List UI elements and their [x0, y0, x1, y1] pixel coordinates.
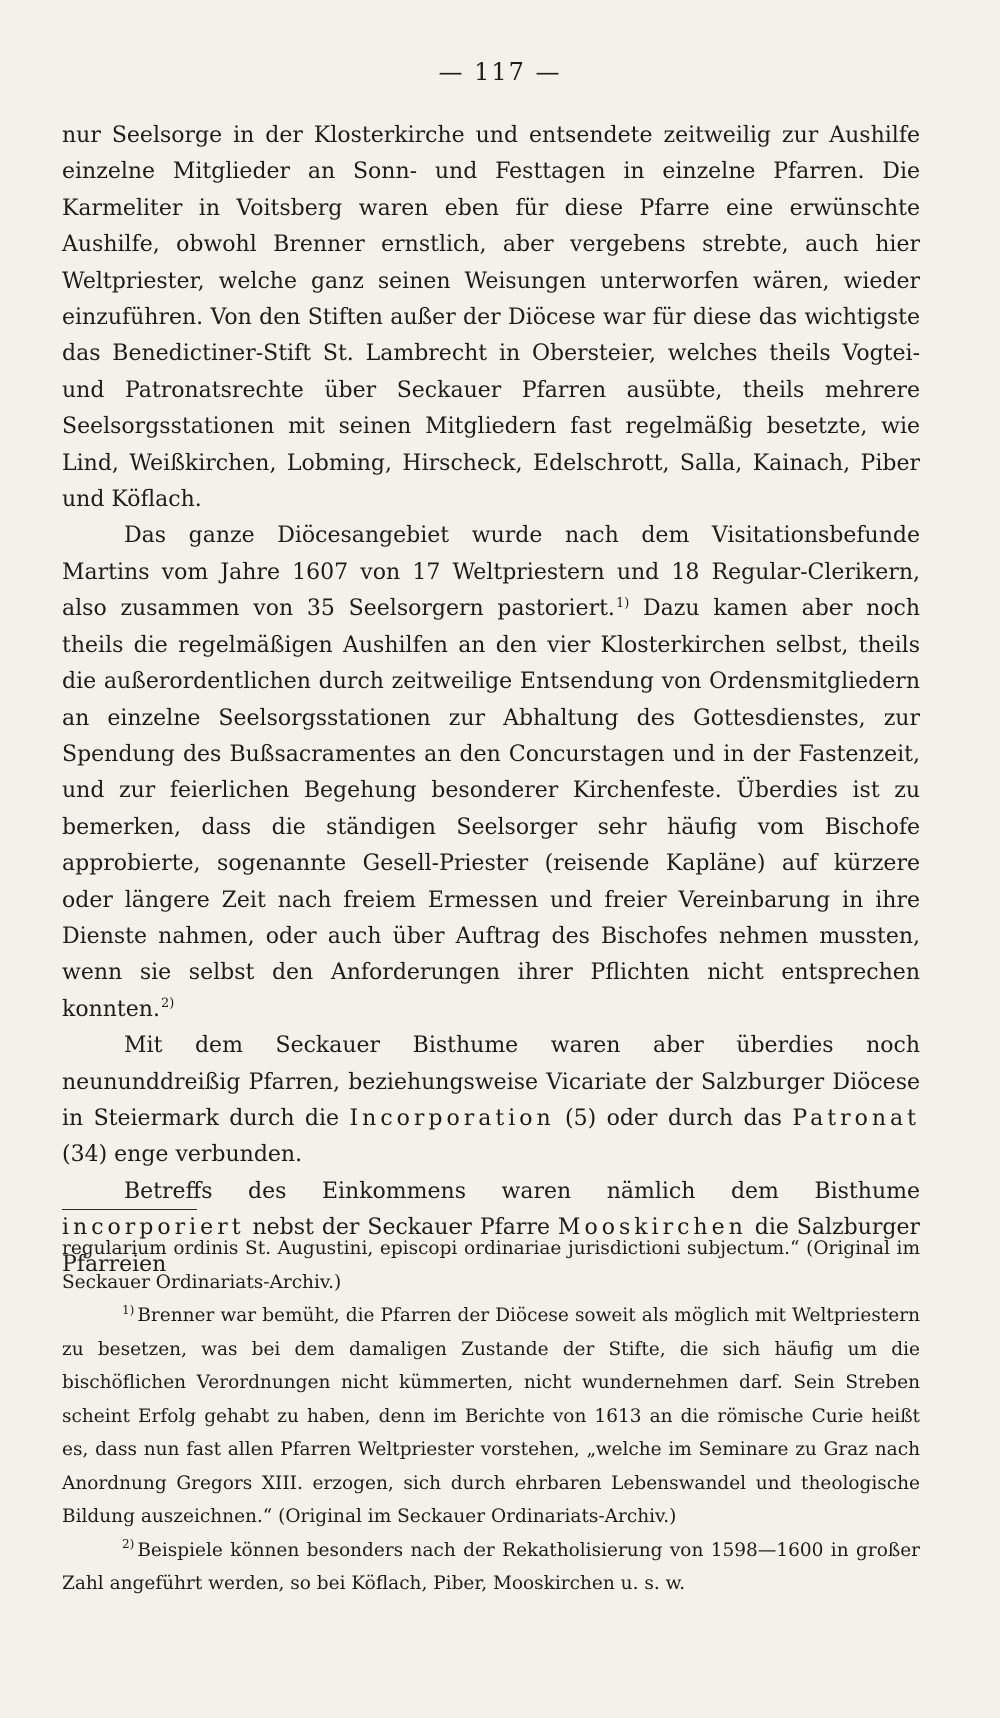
main-text [62, 118, 920, 1283]
footnote-2-mark: 2) [122, 1537, 135, 1552]
footnote-1-text: Brenner war bemüht, die Pfarren der Diöcese soweit als möglich mit Weltpriestern zu besetzen, was bei dem damaligen Zustande der Stifte, die sich häufig um die bischöflichen Verordnungen nicht kümmerten, nicht wundernehmen darf. Sein Streben scheint Erfolg gehabt zu haben, denn im Berichte von 1613 an die römische Curie heißt es, dass nun fast allen Pfarren Weltpriester vorstehen, „welche im Seminare zu Graz nach Anordnung Gregors XIII. erzogen, sich durch ehrbaren Lebenswandel und theologische Bildung auszeichnen.“ (Original im Seckauer Ordinariats-Archiv.) [62, 1305, 920, 1527]
page-number: — 117 — [438, 58, 562, 86]
footnote-continuation: regularium ordinis St. Augustini, episcopi ordinariae jurisdictioni subjectum.“ (Original im Seckauer Ordinariats-Archiv.) [62, 1238, 920, 1293]
paragraph-1: nur Seelsorge in der Klosterkirche und entsendete zeitweilig zur Aushilfe einzelne Mitglieder an Sonn- und Festtagen in einzelne Pfarren. Die Karmeliter in Voitsberg waren eben für diese Pfarre eine erwünschte Aushilfe, obwohl Brenner ernstlich, aber vergebens strebte, auch hier Weltpriester, welche ganz seinen Weisungen unterworfen wären, wieder einzuführen. Von den Stiften außer der Diöcese war für diese das wichtigste das Benedictiner-Stift St. Lambrecht in Obersteier, welches theils Vogtei- und Patronatsrechte über Seckauer Pfarren ausübte, theils mehrere Seelsorgsstationen mit seinen Mitgliedern fast regelmäßig besetzte, wie Lind, Weißkirchen, Lobming, Hirscheck, Edelschrott, Salla, Kainach, Piber und Köflach. [62, 123, 920, 513]
paragraph-2-part-a: Das ganze Diöcesangebiet wurde nach dem Visitationsbefunde Martins vom Jahre 1607 von 17 Weltpriestern und 18 Regular-Clerikern, also zusammen von 35 Seelsorgern pastoriert. [62, 523, 920, 622]
paragraph-2-part-b: Dazu kamen aber noch theils die regelmäßigen Aushilfen an den vier Klosterkirchen selbst, theils die außerordentlichen durch zeitweilige Entsendung von Ordensmitgliedern an einzelne Seelsorgsstationen zur Abhaltung des Gottesdienstes, zur Spendung des Bußsacramentes an den Concurstagen und in der Fastenzeit, und zur feierlichen Begehung besonderer Kirchenfeste. Überdies ist zu bemerken, dass die ständigen Seelsorger sehr häufig vom Bischofe approbierte, sogenannte Gesell-Priester (reisende Kapläne) auf kürzere oder längere Zeit nach freiem Ermessen und freier Vereinbarung in ihre Dienste nahmen, oder auch über Auftrag des Bischofes nehmen mussten, wenn sie selbst den Anforderungen ihrer Pflichten nicht entsprechen konnten. [62, 596, 921, 1022]
paragraph-3-part-b: (5) oder durch das [554, 1105, 793, 1131]
footnote-1-mark: 1) [122, 1302, 135, 1317]
term-incorporiert: incorporiert [62, 1215, 245, 1241]
footnote-ref-2: 2) [160, 996, 175, 1012]
paragraph-4-part-a: Betreffs des Einkommens waren nämlich dem Bisthume [124, 1178, 920, 1204]
paragraph-3-part-c: (34) enge verbunden. [62, 1142, 303, 1168]
term-incorporation: Incorporation [349, 1105, 555, 1131]
paragraph-3 [62, 1028, 920, 1174]
paragraph-4-part-b: nebst der Seckauer Pfarre [244, 1215, 558, 1241]
footnote-1 [62, 1299, 920, 1534]
paragraph-3-part-a: Mit dem Seckauer Bisthume waren aber überdies noch neununddreißig Pfarren, beziehungsweise Vicariate der Salzburger Diöcese in Steiermark durch die [62, 1033, 920, 1131]
term-mooskirchen: Mooskirchen [557, 1215, 747, 1241]
footnote-2 [62, 1534, 920, 1601]
term-patronat: Patronat [792, 1105, 920, 1131]
footnote-2-text: Beispiele können besonders nach der Rekatholisierung von 1598—1600 in großer Zahl angeführt werden, so bei Köflach, Piber, Mooskirchen u. s. w. [62, 1539, 920, 1594]
footnote-ref-1: 1) [615, 595, 630, 611]
footnote-divider [62, 1209, 197, 1210]
paragraph-4-part-c: die Salzburger Pfarreien [62, 1215, 921, 1277]
footnotes [62, 1232, 920, 1601]
paragraph-2 [62, 518, 920, 1028]
